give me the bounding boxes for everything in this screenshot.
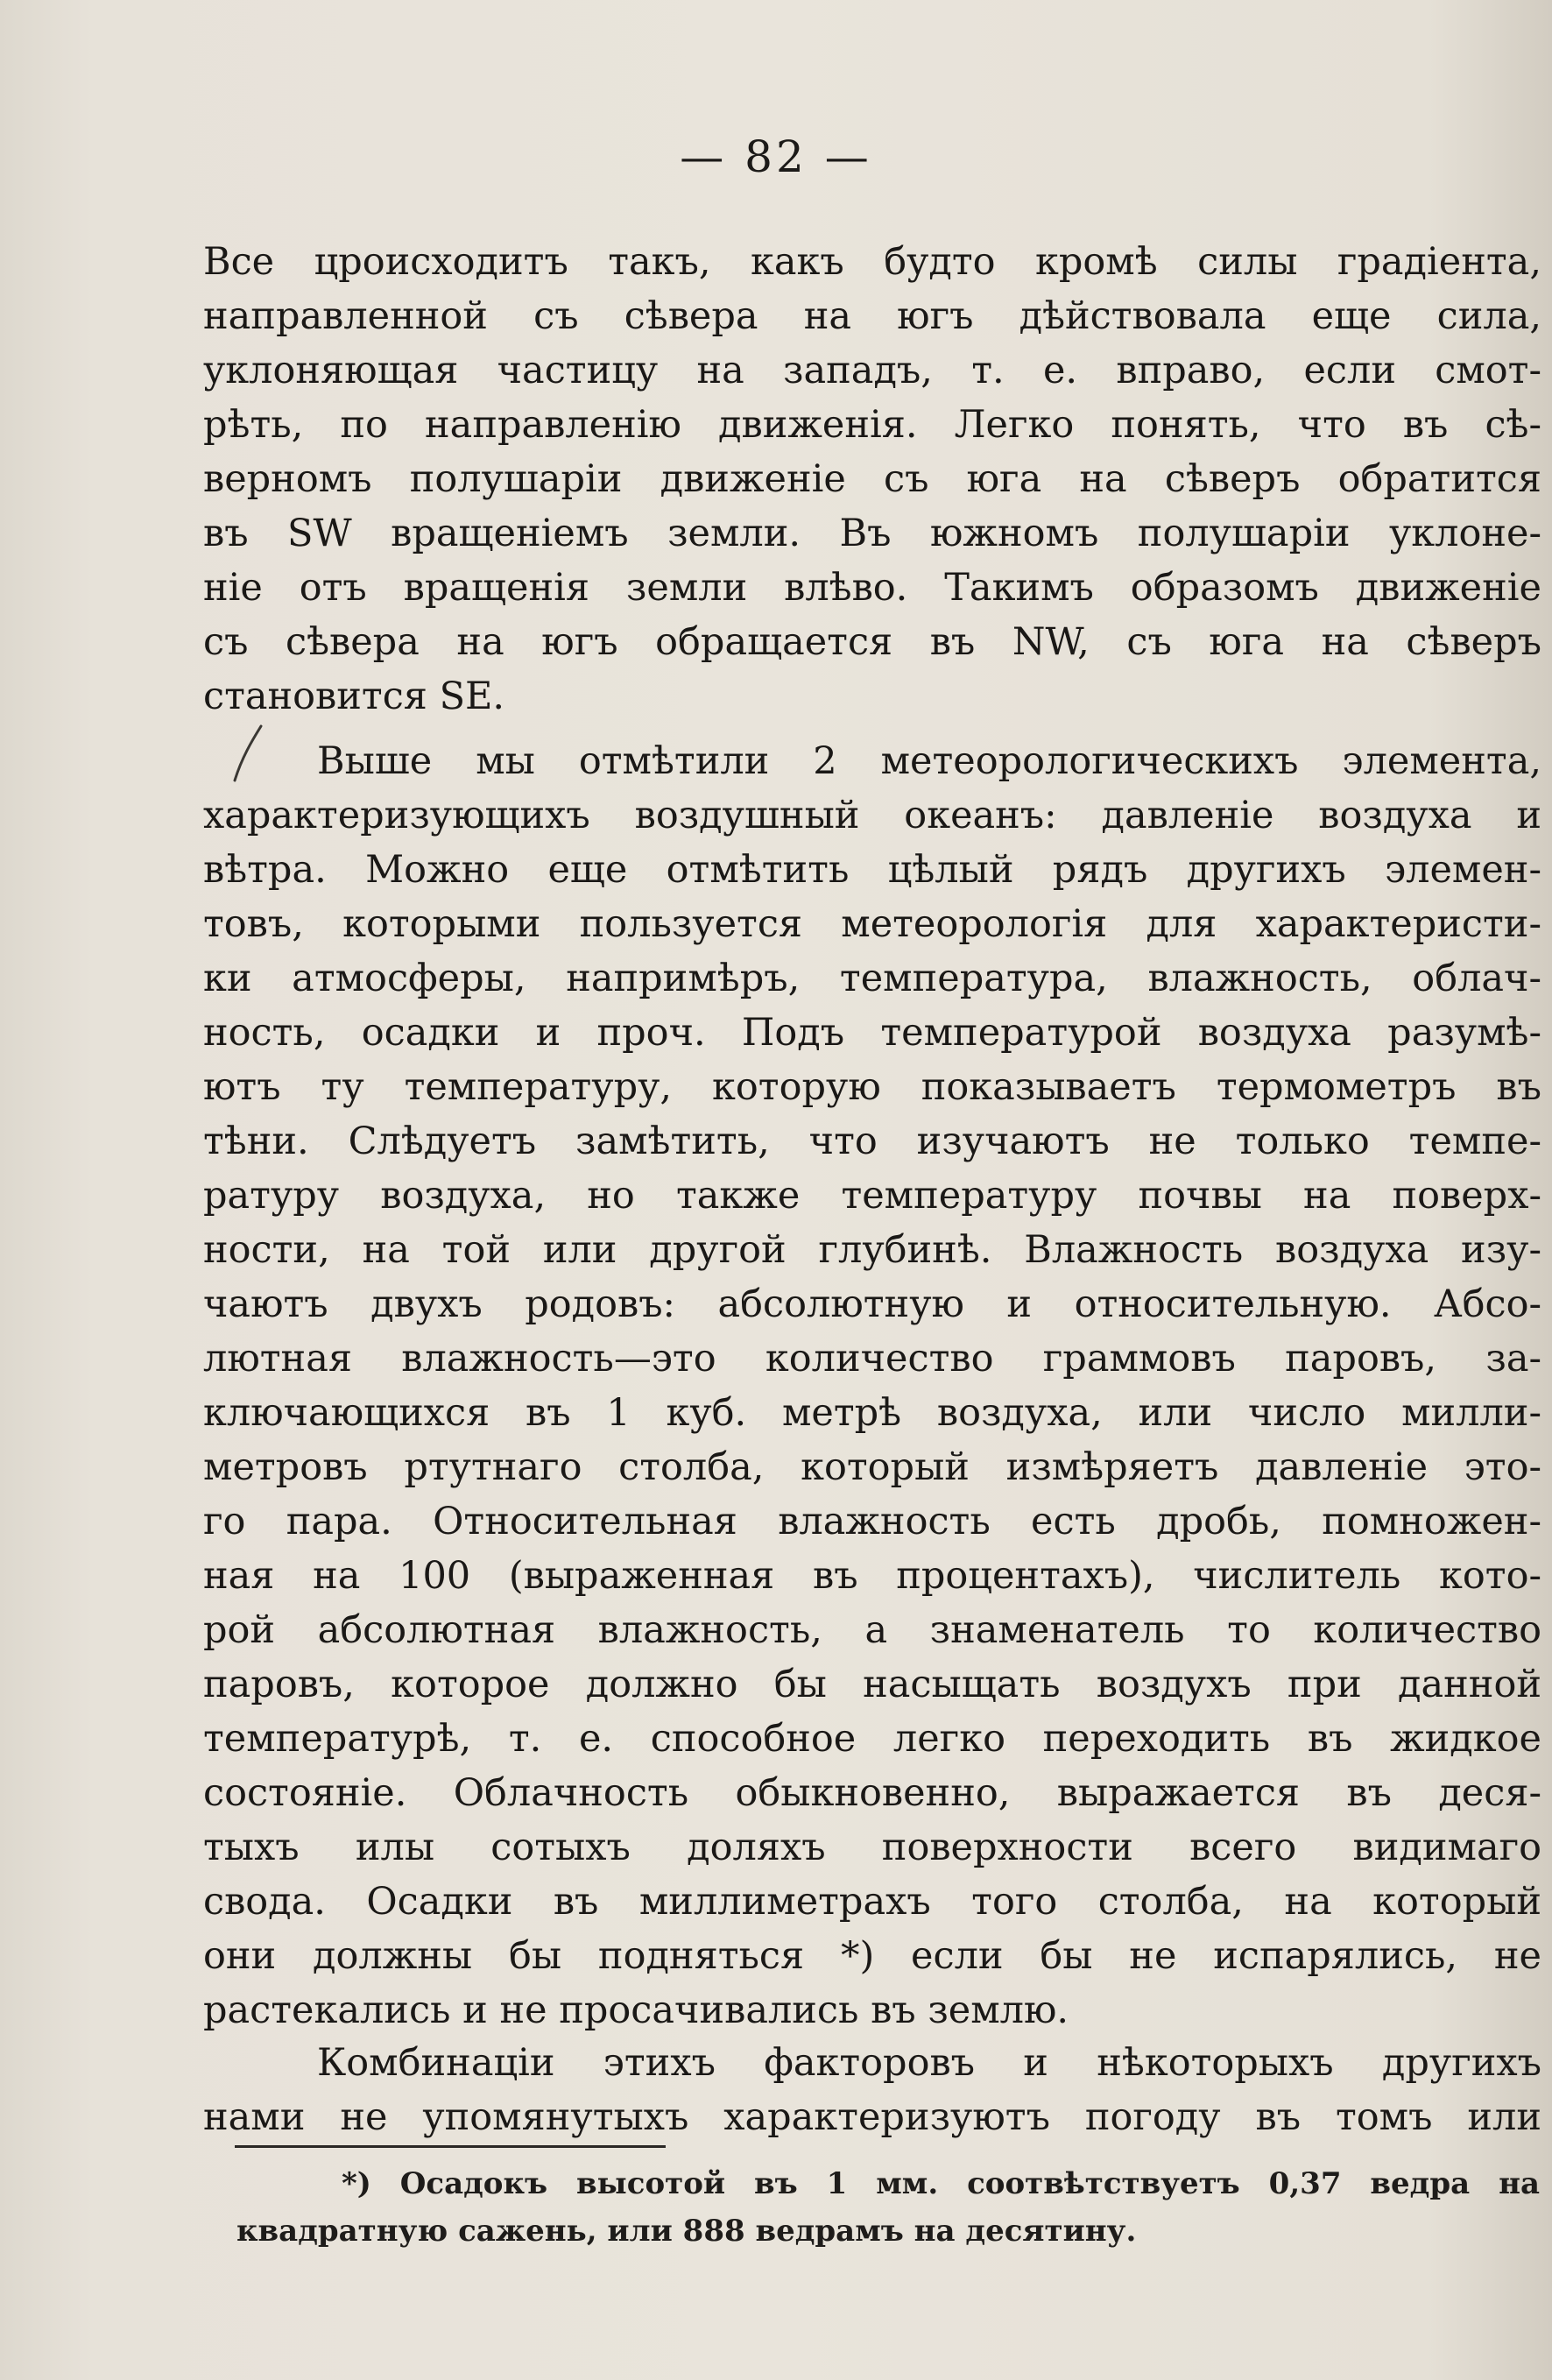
text-line: ности, на той или другой глубинѣ. Влажность воздуха изу- <box>203 1228 1541 1272</box>
text-line: съ сѣвера на югъ обращается въ NW, съ юга на сѣверъ <box>203 620 1541 664</box>
text-line: Выше мы отмѣтили 2 метеорологическихъ элемента, <box>317 739 1541 783</box>
footnote <box>236 2160 1540 2255</box>
text-line: свода. Осадки въ миллиметрахъ того столба, на который <box>203 1880 1541 1924</box>
page-number: — 82 — <box>680 131 872 182</box>
text-line: ность, осадки и проч. Подъ температурой воздуха разумѣ- <box>203 1011 1541 1055</box>
text-line: становится SE. <box>203 674 505 718</box>
text-line: лютная влажность—это количество граммовъ паровъ, за- <box>203 1337 1541 1381</box>
paragraph-3 <box>203 2036 1541 2144</box>
footnote-divider <box>235 2145 666 2148</box>
text-line: верномъ полушаріи движеніе съ юга на сѣверъ обратится <box>203 457 1541 501</box>
text-line: го пара. Относительная влажность есть дробь, помножен- <box>203 1500 1541 1543</box>
paragraph-2 <box>203 734 1541 2037</box>
text-line: рѣть, по направленію движенія. Легко понять, что въ сѣ- <box>203 403 1541 447</box>
text-line: тѣни. Слѣдуетъ замѣтить, что изучаютъ не только темпе- <box>203 1119 1541 1163</box>
text-line: ратуру воздуха, но также температуру почвы на поверх- <box>203 1174 1541 1218</box>
text-line: ютъ ту температуру, которую показываетъ термометръ въ <box>203 1065 1541 1109</box>
paragraph-1 <box>203 235 1541 724</box>
text-line: ніе отъ вращенія земли влѣво. Такимъ образомъ движеніе <box>203 566 1541 610</box>
text-line: Все цроисходитъ такъ, какъ будто кромѣ силы градіента, <box>203 240 1541 284</box>
text-line: ключающихся въ 1 куб. метрѣ воздуха, или число милли- <box>203 1391 1541 1435</box>
text-line: направленной съ сѣвера на югъ дѣйствовала еще сила, <box>203 294 1541 338</box>
text-line: уклоняющая частицу на западъ, т. е. вправо, если смот- <box>203 349 1541 392</box>
text-line: характеризующихъ воздушный океанъ: давленіе воздуха и <box>203 794 1541 837</box>
text-line: температурѣ, т. е. способное легко переходить въ жидкое <box>203 1717 1541 1761</box>
text-line: въ SW вращеніемъ земли. Въ южномъ полушаріи уклоне- <box>203 512 1541 555</box>
footnote-line: квадратную сажень, или 888 ведрамъ на десятину. <box>236 2214 1137 2249</box>
text-line: растекались и не просачивались въ землю. <box>203 1988 1069 2032</box>
text-line: рой абсолютная влажность, а знаменатель то количество <box>203 1608 1541 1652</box>
text-line: они должны бы подняться *) если бы не испарялись, не <box>203 1934 1541 1978</box>
text-line: паровъ, которое должно бы насыщать воздухъ при данной <box>203 1663 1541 1706</box>
text-line: Комбинаціи этихъ факторовъ и нѣкоторыхъ другихъ <box>317 2041 1541 2085</box>
footnote-line: *) Осадокъ высотой въ 1 мм. соотвѣтствуетъ 0,37 ведра на <box>342 2166 1540 2201</box>
text-line: чаютъ двухъ родовъ: абсолютную и относительную. Абсо- <box>203 1282 1541 1326</box>
text-line: состояніе. Облачность обыкновенно, выражается въ деся- <box>203 1771 1541 1815</box>
text-line: метровъ ртутнаго столба, который измѣряетъ давленіе это- <box>203 1445 1541 1489</box>
text-line: нами не упомянутыхъ характеризуютъ погоду въ томъ или <box>203 2095 1541 2139</box>
text-line: ки атмосферы, напримѣръ, температура, влажность, облач- <box>203 957 1541 1000</box>
text-line: тыхъ илы сотыхъ доляхъ поверхности всего видимаго <box>203 1826 1541 1869</box>
text-line: ная на 100 (выраженная въ процентахъ), числитель кото- <box>203 1554 1541 1598</box>
text-line: вѣтра. Можно еще отмѣтить цѣлый рядъ другихъ элемен- <box>203 848 1541 892</box>
text-line: товъ, которыми пользуется метеорологія для характеристи- <box>203 902 1541 946</box>
